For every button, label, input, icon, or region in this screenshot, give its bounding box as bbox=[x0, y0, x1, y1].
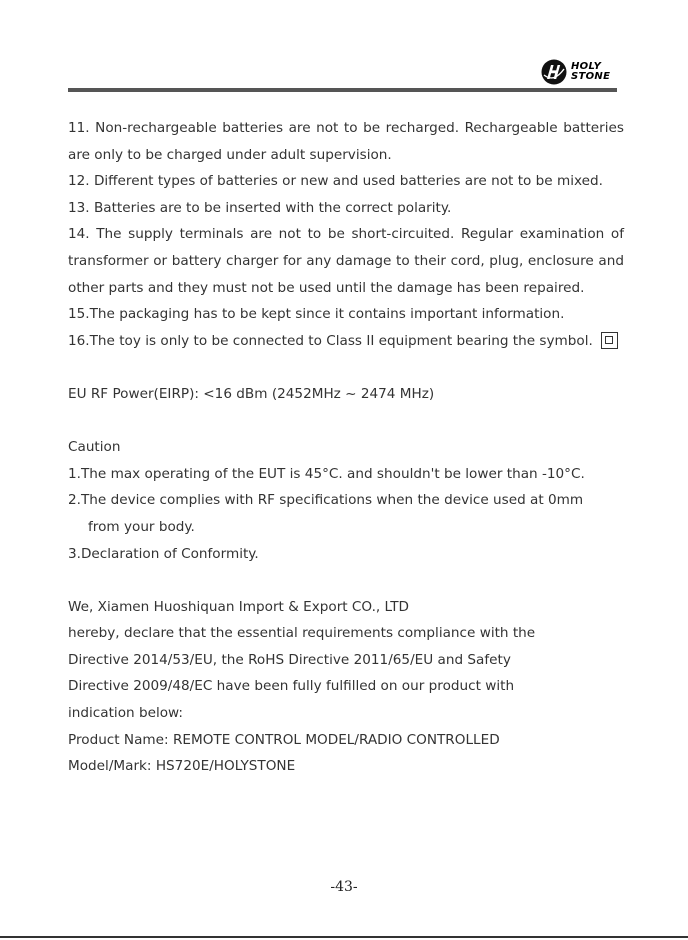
caution-item-2: 2.The device complies with RF specifications when the device used at 0mm bbox=[68, 492, 584, 509]
header-rule bbox=[68, 88, 617, 92]
item-13: 13. Batteries are to be inserted with the correct polarity. bbox=[68, 199, 452, 216]
item-16 bbox=[68, 328, 624, 355]
product-name: Product Name: REMOTE CONTROL MODEL/RADIO CONTROLLED bbox=[68, 731, 500, 748]
spacer bbox=[68, 354, 624, 381]
declaration-line-1: We, Xiamen Huoshiquan Import & Export CO., LTD bbox=[68, 598, 410, 615]
logo-text-holy: HOLY bbox=[571, 61, 602, 72]
page-content bbox=[68, 115, 624, 780]
logo-wordmark bbox=[571, 62, 610, 82]
rf-power: EU RF Power(EIRP): <16 dBm (2452MHz ~ 2474 MHz) bbox=[68, 385, 435, 402]
item-16-text: 16.The toy is only to be connected to Class II equipment bearing the symbol. bbox=[68, 332, 593, 349]
page-number: -43- bbox=[330, 879, 358, 895]
caution-item-1: 1.The max operating of the EUT is 45°C. and shouldn't be lower than -10°C. bbox=[68, 465, 585, 482]
spacer bbox=[68, 408, 624, 435]
declaration-line-4: Directive 2009/48/EC have been fully fulfilled on our product with bbox=[68, 678, 515, 695]
item-15: 15.The packaging has to be kept since it contains important information. bbox=[68, 306, 565, 323]
item-12: 12. Different types of batteries or new and used batteries are not to be mixed. bbox=[68, 173, 603, 190]
holystone-logo bbox=[540, 58, 610, 86]
item-14: 14. The supply terminals are not to be short-circuited. Regular examination of transformer or battery charger for any damage to their cord, plug, enclosure and other parts and they must not be used until the damage has been repaired. bbox=[68, 226, 624, 296]
bottom-rule bbox=[0, 936, 688, 938]
declaration-line-2: hereby, declare that the essential requirements compliance with the bbox=[68, 625, 536, 642]
item-11: 11. Non-rechargeable batteries are not to be recharged. Rechargeable batteries are only to be charged under adult supervision. bbox=[68, 120, 624, 163]
logo-text-stone: STONE bbox=[571, 71, 611, 82]
page-header bbox=[0, 0, 688, 100]
model-mark: Model/Mark: HS720E/HOLYSTONE bbox=[68, 758, 296, 775]
caution-item-3: 3.Declaration of Conformity. bbox=[68, 545, 259, 562]
holystone-logo-icon bbox=[540, 58, 568, 86]
class-ii-symbol-icon bbox=[601, 332, 618, 349]
caution-title: Caution bbox=[68, 439, 121, 456]
caution-item-2-cont: from your body. bbox=[88, 518, 195, 535]
spacer bbox=[68, 567, 624, 594]
declaration-line-5: indication below: bbox=[68, 705, 184, 722]
declaration-line-3: Directive 2014/53/EU, the RoHS Directive 2011/65/EU and Safety bbox=[68, 651, 511, 668]
